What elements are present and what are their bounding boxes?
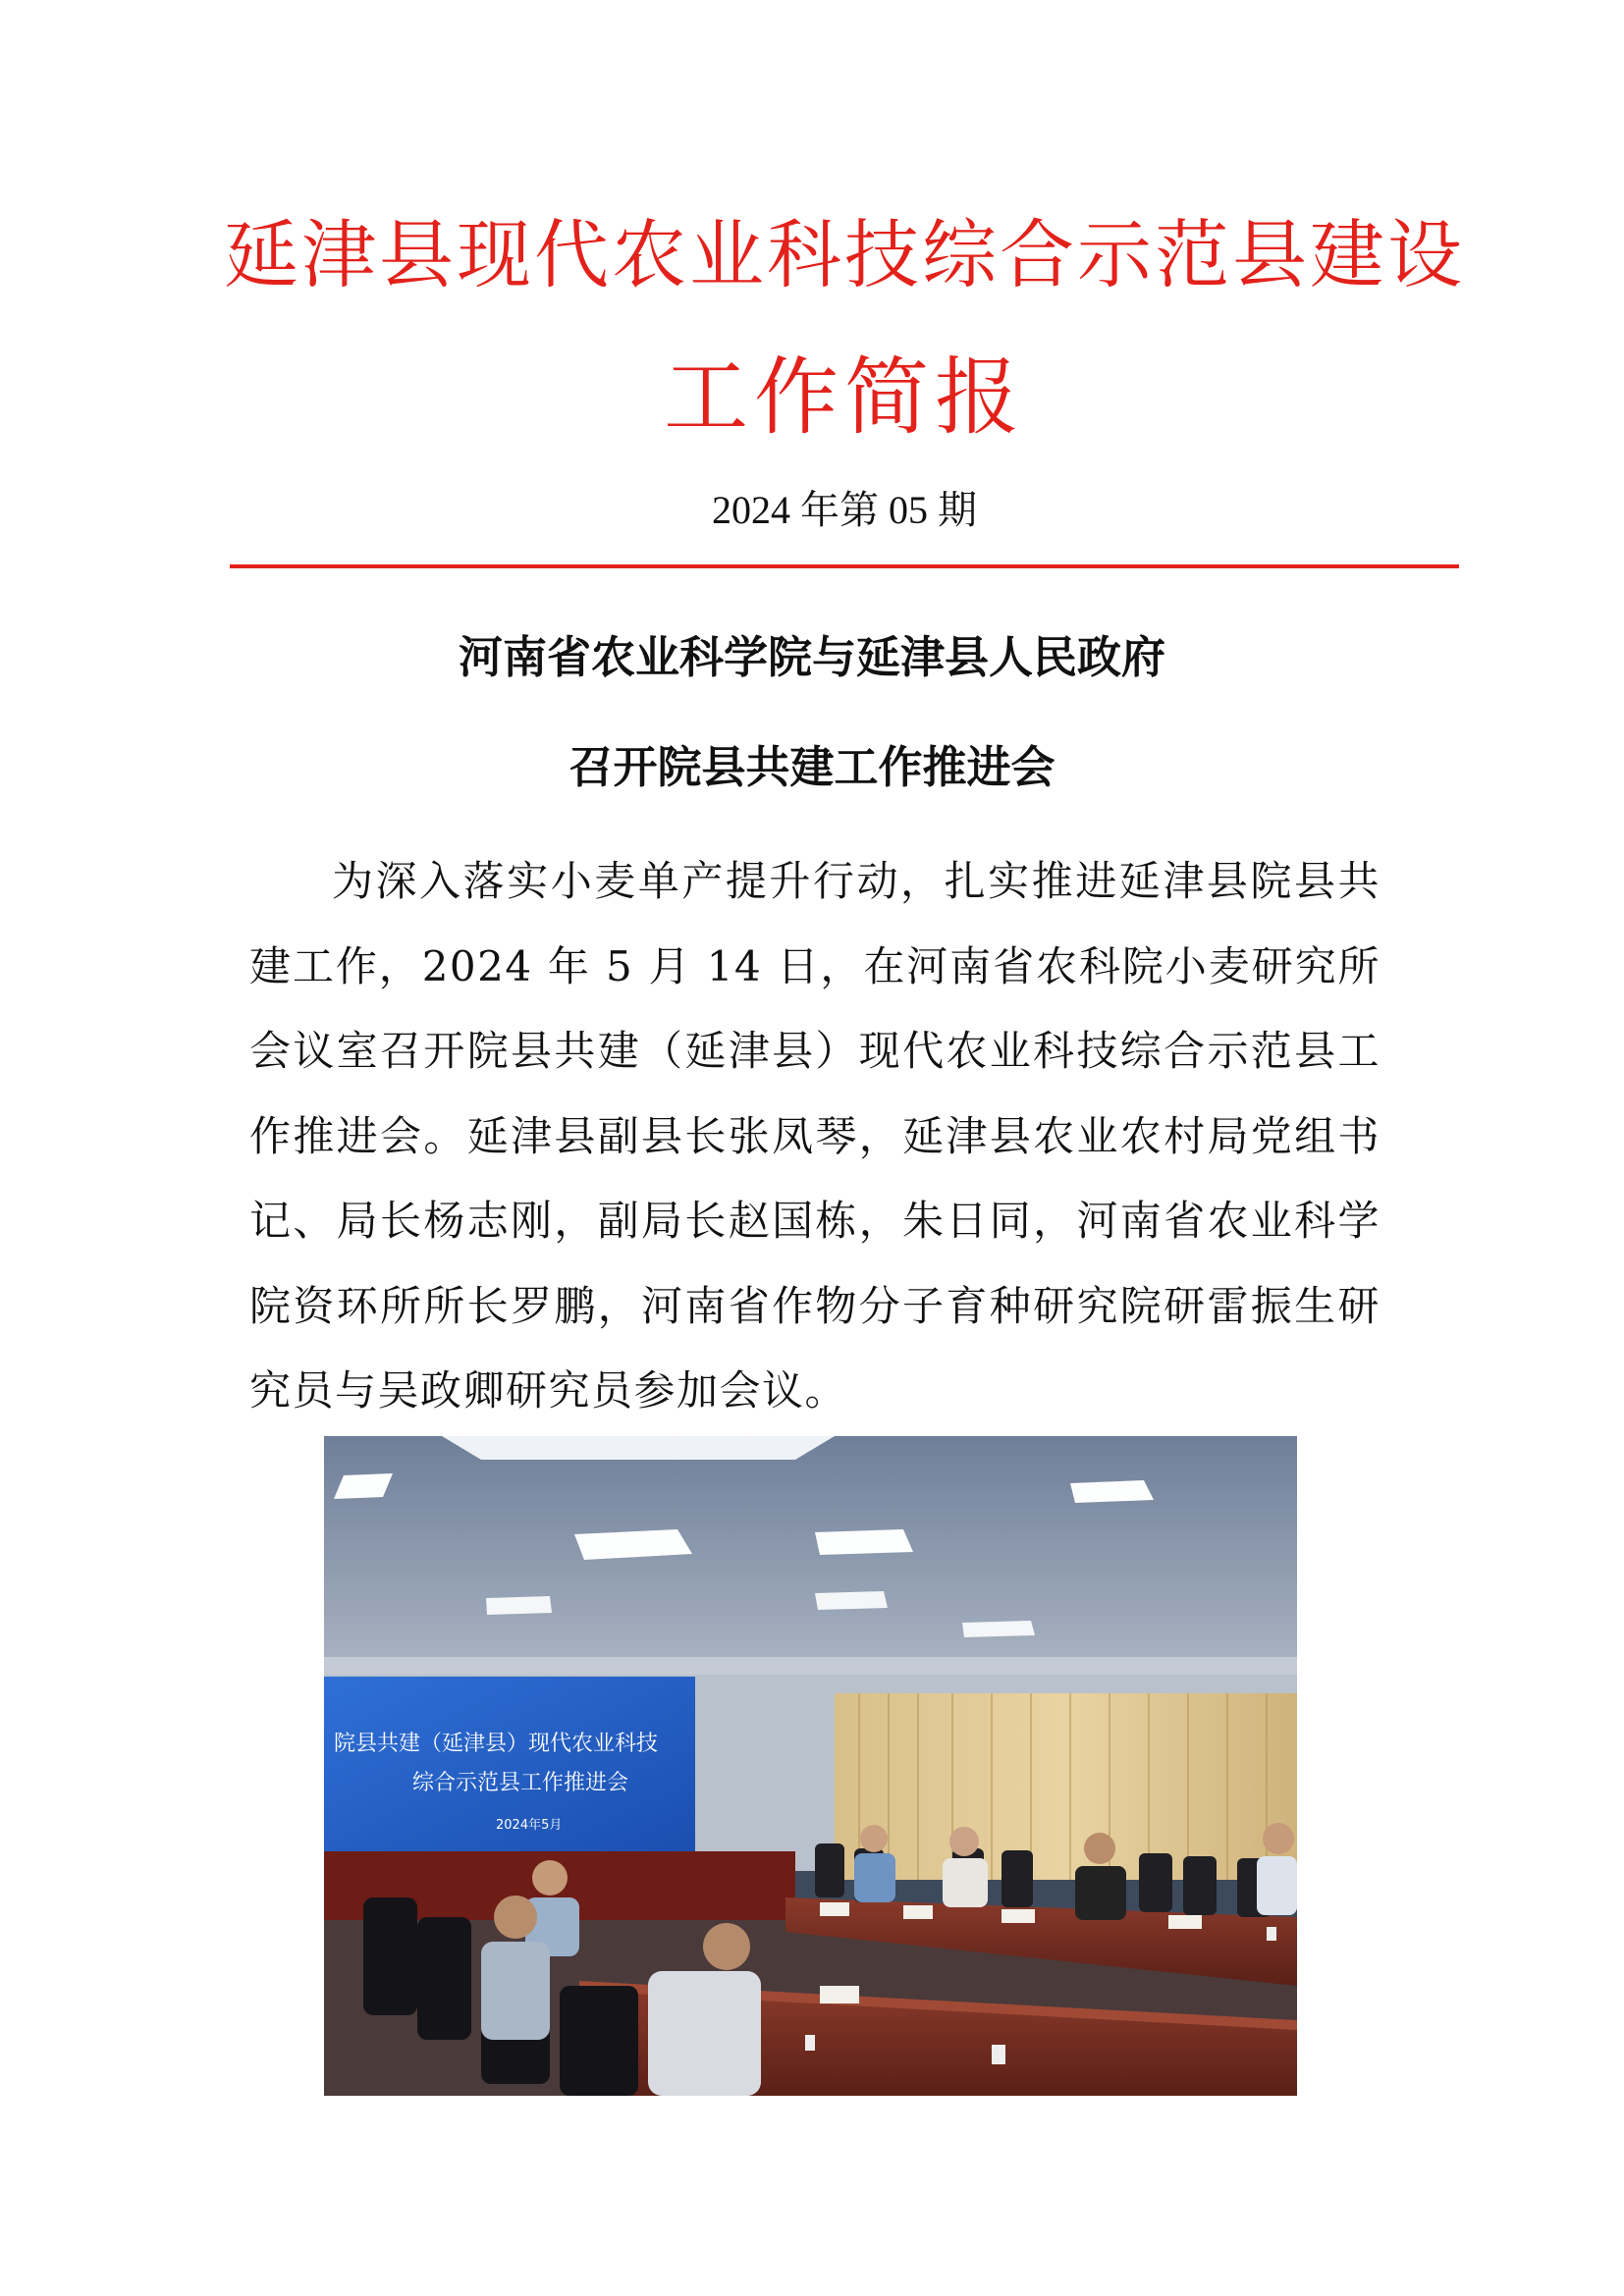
screen-caption-line2: 综合示范县工作推进会 (412, 1771, 629, 1795)
meeting-photo (324, 1436, 1297, 2096)
article-headline-line2: 召开院县共建工作推进会 (568, 741, 1056, 793)
screen-caption-date: 2024年5月 (496, 1818, 563, 1833)
masthead-title-line1: 延津县现代农业科技综合示范县建设 (224, 211, 1465, 298)
red-divider (230, 564, 1459, 568)
issue-number: 2024 年第 05 期 (712, 488, 977, 532)
article-headline-line1: 河南省农业科学院与延津县人民政府 (458, 631, 1165, 683)
article-body: 为深入落实小麦单产提升行动，扎实推进延津县院县共建工作，2024 年 5 月 14 日，在河南省农科院小麦研究所会议室召开院县共建（延津县）现代农业科技综合示范县工作推进会。延津县副县长张凤琴，延津县农业农村局党组书记、局长杨志刚，副局长赵国栋，朱日同，河南省农业科学院资环所所长罗鹏，河南省作物分子育种研究院研雷振生研究员与吴政卿研究员参加会议。 (249, 857, 1380, 1415)
screen-caption-line1: 院县共建（延津县）现代农业科技 (334, 1732, 659, 1756)
masthead-title-line2: 工作简报 (664, 348, 1025, 447)
